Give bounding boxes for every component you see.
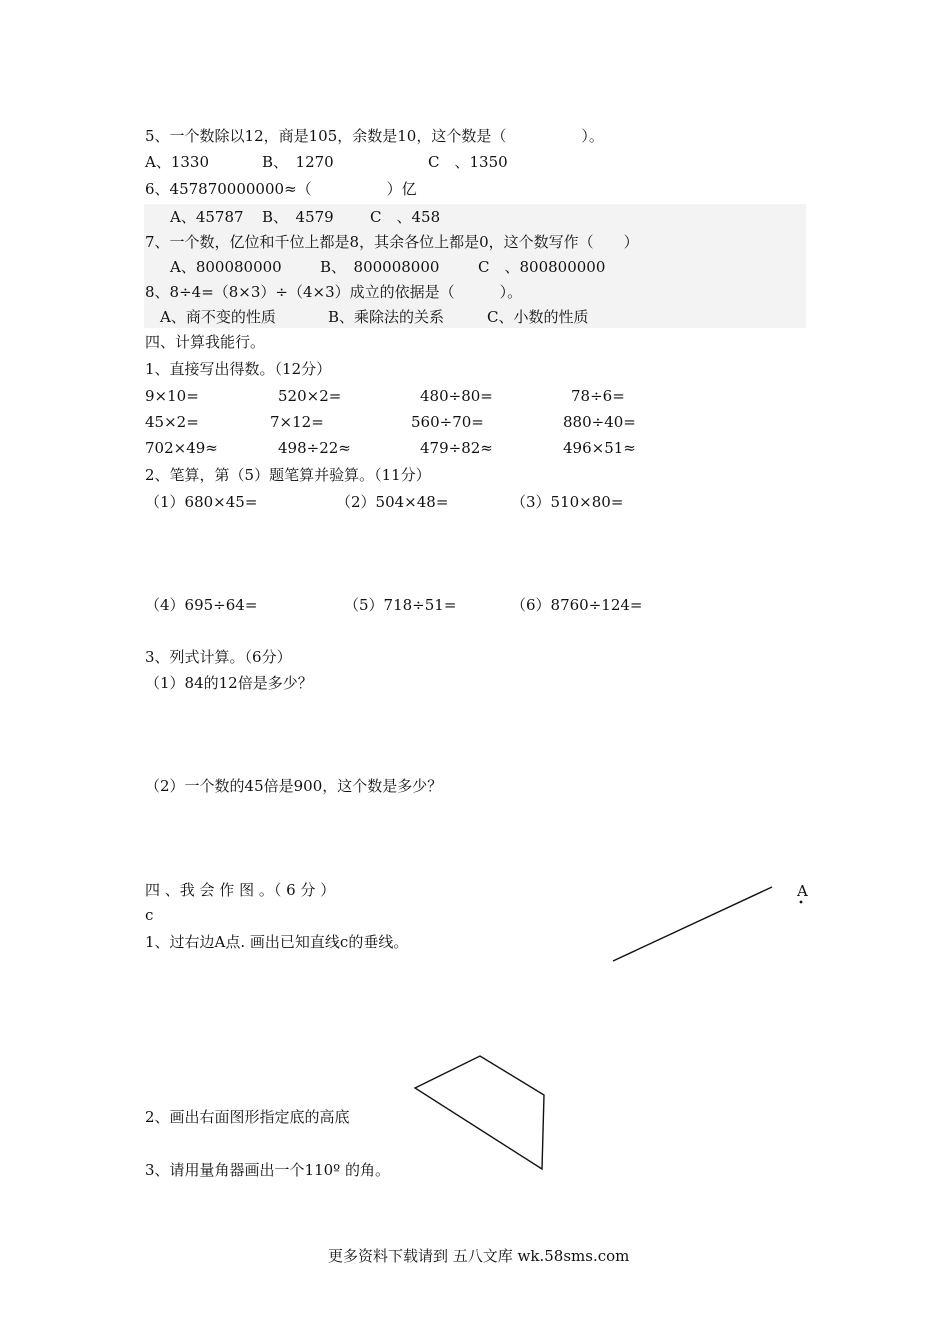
equation-q2: （2）一个数的45倍是900，这个数是多少？ <box>145 777 443 795</box>
draw-q2: 2、画出右面图形指定底的高底 <box>145 1108 350 1126</box>
q5-option-c: C 、1350 <box>428 153 508 171</box>
section-draw-title: 四 、我 会 作 图 。（ 6 分 ） <box>145 881 336 899</box>
line-c <box>613 887 772 961</box>
direct-calc-item: 560÷70= <box>411 413 484 431</box>
q6-option-a: A、45787 <box>170 208 244 226</box>
written-calc-item: （4）695÷64= <box>145 596 258 614</box>
direct-calc-item: 480÷80= <box>420 387 493 405</box>
q7-option-c: C 、800800000 <box>478 258 606 276</box>
written-calc-item: （1）680×45= <box>145 493 258 511</box>
q8-option-a: A、商不变的性质 <box>160 308 276 326</box>
written-calc-title: 2、笔算，第（5）题笔算并验算。（11分） <box>145 466 431 484</box>
written-calc-item: （3）510×80= <box>511 493 624 511</box>
q5-stem: 5、一个数除以12，商是105，余数是10，这个数是（ ）。 <box>145 127 604 145</box>
point-a <box>800 901 803 904</box>
direct-calc-item: 498÷22≈ <box>278 439 351 457</box>
direct-calc-item: 702×49≈ <box>145 439 218 457</box>
quadrilateral-figure <box>415 1056 544 1169</box>
q5-option-a: A、1330 <box>145 153 210 171</box>
q8-stem: 8、8÷4=（8×3）÷（4×3）成立的依据是（ ）。 <box>145 283 523 301</box>
line-c-label: c <box>145 906 154 924</box>
direct-calc-item: 9×10= <box>145 387 199 405</box>
direct-calc-item: 496×51≈ <box>563 439 636 457</box>
direct-calc-item: 479÷82≈ <box>420 439 493 457</box>
written-calc-item: （2）504×48= <box>336 493 449 511</box>
direct-calc-item: 78÷6= <box>571 387 625 405</box>
q6-stem: 6、457870000000≈（ ）亿 <box>145 180 417 198</box>
draw-q1: 1、过右边A点. 画出已知直线c的垂线。 <box>145 933 409 951</box>
q7-stem: 7、一个数，亿位和千位上都是8，其余各位上都是0，这个数写作（ ） <box>145 233 639 251</box>
direct-calc-item: 7×12= <box>270 413 324 431</box>
q6-option-c: C 、458 <box>370 208 441 226</box>
q7-option-b: B、 800008000 <box>320 258 440 276</box>
written-calc-item: （5）718÷51= <box>344 596 457 614</box>
q8-option-c: C、小数的性质 <box>487 308 589 326</box>
direct-calc-item: 880÷40= <box>563 413 636 431</box>
draw-q3: 3、请用量角器画出一个110º 的角。 <box>145 1161 390 1179</box>
q5-option-b: B、 1270 <box>262 153 334 171</box>
q7-option-a: A、800080000 <box>170 258 282 276</box>
direct-calc-title: 1、直接写出得数。（12分） <box>145 360 332 378</box>
equation-q1: （1）84的12倍是多少？ <box>145 674 313 692</box>
footer-text: 更多资料下载请到 五八文库 wk.58sms.com <box>328 1247 630 1265</box>
written-calc-item: （6）8760÷124= <box>511 596 643 614</box>
direct-calc-item: 45×2= <box>145 413 199 431</box>
point-a-label: A <box>797 882 808 900</box>
direct-calc-item: 520×2= <box>278 387 342 405</box>
equation-title: 3、列式计算。（6分） <box>145 648 292 666</box>
q6-option-b: B、 4579 <box>262 208 334 226</box>
q8-option-b: B、乘除法的关系 <box>328 308 445 326</box>
section-calc-title: 四、计算我能行。 <box>145 333 266 351</box>
